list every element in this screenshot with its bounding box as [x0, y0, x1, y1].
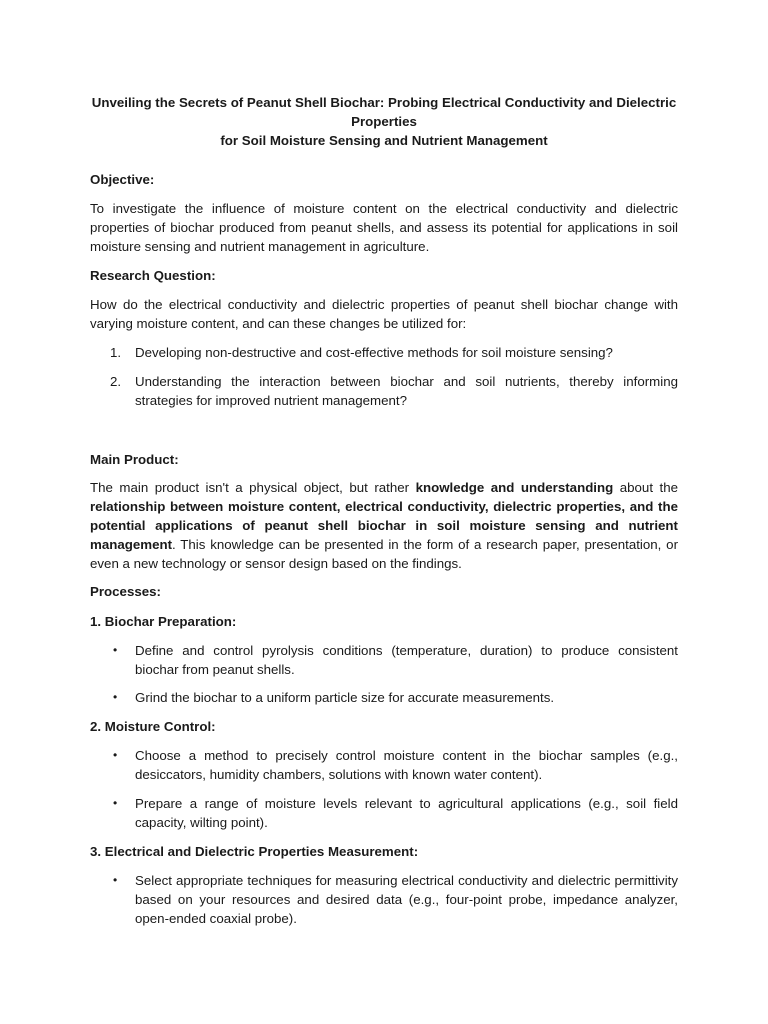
bullet-icon: • [113, 643, 118, 657]
research-question-heading: Research Question: [90, 268, 216, 283]
objective-heading: Objective: [90, 172, 155, 187]
bullet-icon: • [113, 796, 118, 810]
bullet-icon: • [113, 873, 118, 887]
bullet-icon: • [113, 748, 118, 762]
main-product-bold2: relationship between moisture content, electrical conductivity, dielectric properties, and the potential applications of peanut shell biochar in soil moisture sensing and nutrient management [90, 499, 678, 552]
bullet-item [113, 871, 678, 928]
title-line-2: for Soil Moisture Sensing and Nutrient Management [220, 133, 548, 148]
main-product-text-part1: The main product isn't a physical object, but rather [90, 480, 416, 495]
bullet-text: Select appropriate techniques for measuring electrical conductivity and dielectric permittivity based on your resources and desired data (e.g., four-point probe, impedance analyzer, open-ended coaxial probe). [135, 873, 678, 926]
main-product-text-part2: about the [613, 480, 678, 495]
title-line-1: Unveiling the Secrets of Peanut Shell Biochar: Probing Electrical Conductivity and Dielectric Properties [91, 95, 677, 129]
numbered-item-text: Developing non-destructive and cost-effective methods for soil moisture sensing? [135, 345, 613, 360]
section-heading: 2. Moisture Control: [90, 719, 216, 734]
bullet-text: Prepare a range of moisture levels relevant to agricultural applications (e.g., soil field capacity, wilting point). [135, 796, 678, 830]
numbered-item [110, 343, 678, 362]
bullet-item [113, 641, 678, 679]
research-question-text: How do the electrical conductivity and dielectric properties of peanut shell biochar change with varying moisture content, and can these changes be utilized for: [90, 297, 678, 331]
bullet-item [113, 794, 678, 832]
bullet-text: Define and control pyrolysis conditions (temperature, duration) to produce consistent biochar from peanut shells. [135, 643, 678, 677]
main-product-heading: Main Product: [90, 452, 179, 467]
bullet-text: Choose a method to precisely control moisture content in the biochar samples (e.g., desiccators, humidity chambers, solutions with known water content). [135, 748, 678, 782]
processes-heading: Processes: [90, 584, 161, 599]
section-heading: 1. Biochar Preparation: [90, 614, 237, 629]
main-product-text [90, 478, 678, 573]
bullet-icon: • [113, 690, 118, 704]
bullet-item [113, 746, 678, 784]
bullet-item [113, 688, 678, 707]
numbered-item-marker: 2. [110, 374, 122, 389]
section-heading: 3. Electrical and Dielectric Properties Measurement: [90, 844, 419, 859]
bullet-text: Grind the biochar to a uniform particle size for accurate measurements. [135, 690, 555, 705]
main-product-text-part3: . This knowledge can be presented in the form of a research paper, presentation, or even a new technology or sensor design based on the findings. [90, 537, 678, 571]
document-title [90, 93, 678, 150]
numbered-item-text: Understanding the interaction between biochar and soil nutrients, thereby informing strategies for improved nutrient management? [135, 374, 678, 408]
objective-text: To investigate the influence of moisture content on the electrical conductivity and dielectric properties of biochar produced from peanut shells, and assess its potential for applications in soil moisture sensing and nutrient management in agriculture. [90, 201, 678, 254]
main-product-bold1: knowledge and understanding [415, 480, 614, 495]
numbered-item [110, 372, 678, 410]
numbered-item-marker: 1. [110, 345, 122, 360]
